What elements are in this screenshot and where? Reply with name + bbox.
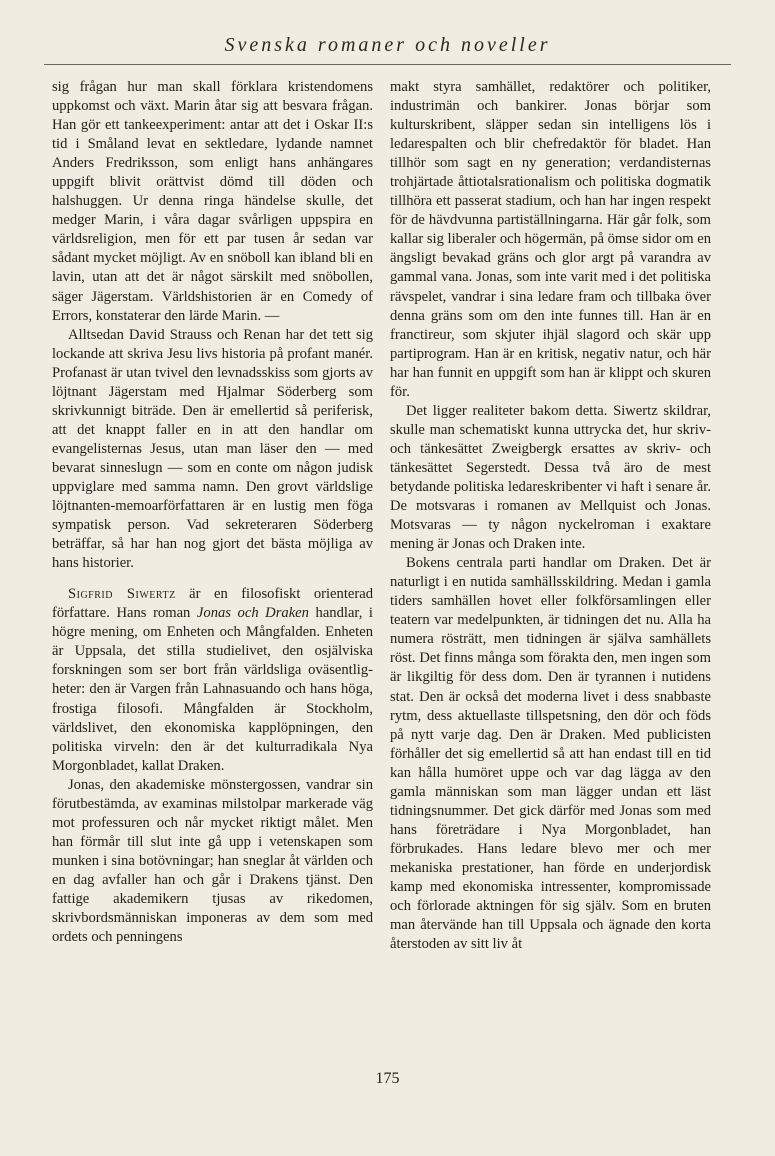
paragraph: Alltsedan David Strauss och Renan har det tett sig lockande att skriva Jesu livs historia på profant manér. Profanast är utan tvivel den levnadsskiss som gjorts av löjtnant Jägerstam med Hjalmar Söderberg som skrivkunnigt biträde. Den är emellertid så periferisk, att det knappt faller en in att den handlar om evangelisternas Jesus, utan man läser den — med bevarat sinneslugn — som en conte om någon judisk uppviglare med samma namn. Den grovt världslige löjtnanten-memoarförfattaren är en lustig men föga sympatisk person. Vad sekreteraren Söderberg beträffar, så har han nog gjort det bästa möjliga av hans historier. (52, 326, 373, 572)
left-column (52, 78, 373, 947)
paragraph: Bokens centrala parti handlar om Draken. Det är naturligt i en nutida samhällsskildring. Medan i gamla tiders samhällen hovet eller folkförsamlingen eller teatern var medelpunkten, är tidningen det nu. Alla ha numera rösträtt, men tidningen är själva samhällets röst. Det finns många som förakta den, men ingen som är likgiltig för dess dom. Den är tyrannen i nutidens stat. Den är också det moderna livet i dess snabbaste rytm, dess aktuellaste tillspetsning, den dör och föds på nytt varje dag. Den är Draken. Med publicisten förhåller det sig emellertid så att han endast till en tid kan hålla humöret uppe och var dag lägga av den gamla människan som man lägger undan ett läst tidningsnummer. Det gick därför med Jonas som med hans företrädare i Nya Morgonbladet, han förbrukades. Hans ledare blevo mer och mer mekaniska prestationer, han förde en underjordisk kamp med ekonomiska intressenter, kompromissade och förlorade aktningen för sig själv. Som en bruten man återvände han till Uppsala och ägnade den korta återstoden av sitt liv åt (390, 555, 711, 953)
paragraph: makt styra samhället, redaktörer och politiker, industrimän och bankirer. Jonas börjar som kulturskribent, släpper sedan sin intelligens lös i ledarespalten och blir chefredaktör för bladet. Han tillhör som sagt en ny generation; verdandisternas trohjärtade åttiotalsrationalism och politiska dogmatik tillhöra ett passerat stadium, och han har ingen respekt för de hävdvunna partiställningarna. Här går folk, som kallar sig liberaler och högermän, på ömse sidor om en ängsligt bevakad gräns och glor argt på varandra av gammal vana. Jonas, som inte varit med i det politiska rävspelet, vandrar i sina ledare fram och tillbaka över denna gräns som om den inte funnes till. Han är en franctireur, som skjuter ihjäl slagord och skär upp partiprogram. Han är en kritisk, negativ natur, och här har han funnit en uppgift som han är klippt och skuren för. (390, 79, 711, 400)
author-name: Sigfrid Siwertz (68, 586, 176, 603)
running-header: Svenska romaner och noveller (224, 34, 551, 56)
paragraph-siwertz (52, 585, 373, 775)
text-run: är en filosofiskt orienterad författare. Hans roman (52, 586, 373, 622)
paragraph: Jonas, den akademiske mönstergossen, vandrar sin förutbestämda, av examinas milstolpar markerade väg mot professuren och når mycket riktigt målet. Men han förmår till slut inte gå upp i vetenskapen som munken i sina botövningar; han sneglar åt världen och en dag avfaller han och går i Drakens tjänst. Den fattige akademikern tjusas av rikedomen, skrivbordsmänniskan imponeras av dem som med ordets och penningens (52, 776, 373, 946)
paragraph: sig frågan hur man skall förklara kristendomens uppkomst och växt. Marin åtar sig att besvara frågan. Han gör ett tankeexperiment: antar att det i Oskar II:s tid i Småland levat en sektledare, lydande namnet Anders Fredriksson, som enligt hans anhängares uppgift blivit orättvist dömd till döden och halshuggen. Ur denna ringa händelse skulle, det medger Marin, i våra dagar svårligen uppspira en världsreligion, men för ett par tusen år sedan var sådant mycket möjligt. Av en snöboll kan ibland bli en lavin, utan att det är något särskilt med snöbollen, säger Jägerstam. Världshistorien är en Comedy of Errors, konstaterar den lärde Marin. — (52, 79, 373, 324)
right-column (390, 78, 711, 954)
text-run: handlar, i högre mening, om Enheten och Mångfalden. Enheten är Uppsala, det stilla studielivet, den osjälviska forskningen som ser bort från världsliga oväsentligheter: den är Vargen från Lahnasuando och hans höga, frostiga filosofi. Mångfalden är Stockholm, världslivet, den ekonomiska kapplöpningen, den politiska virveln: den är det kulturradikala Nya Morgonbladet, kallat Draken. (52, 605, 373, 774)
page-number: 175 (375, 1070, 400, 1087)
book-title: Jonas och Draken (196, 605, 309, 622)
paragraph: Det ligger realiteter bakom detta. Siwertz skildrar, skulle man schematiskt kunna uttrycka det, hur skriv- och tänkesättet Zweigbergk ersattes av skriv- och tänkesättet Segerstedt. Dessa två äro de mest betydande politiska ledareskribenter vi haft i senare år. De motsvaras i romanen av Mellquist och Jonas. Motsvaras — ty någon nyckelroman i exaktare mening är Jonas och Draken inte. (390, 402, 711, 553)
header-rule (44, 64, 731, 65)
